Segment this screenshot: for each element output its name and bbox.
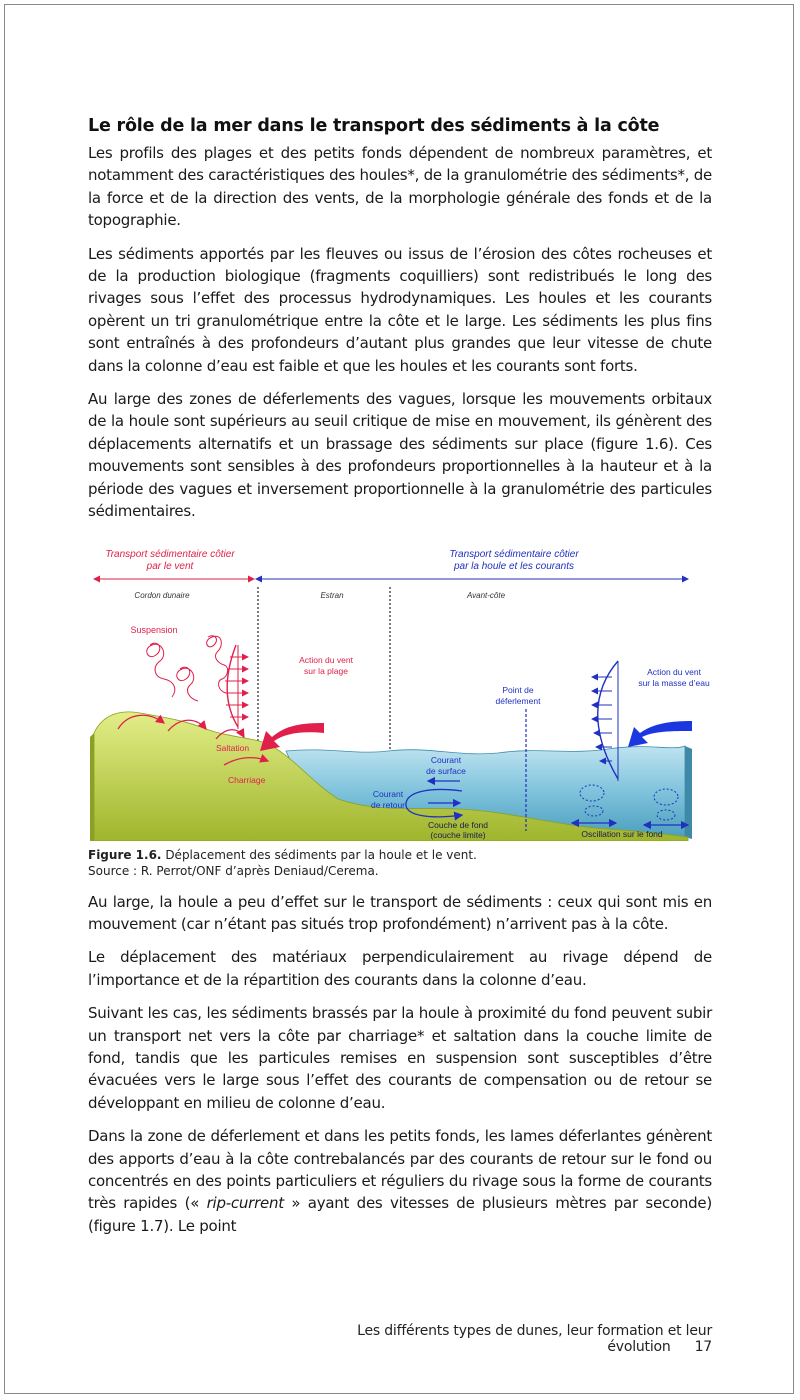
wind-action-water-label: Action du vent [647, 666, 701, 677]
saltation-label: Saltation [216, 742, 250, 753]
return-current-label: Courant [372, 788, 404, 799]
bottom-oscillation-label: Oscillation sur le fond [581, 828, 663, 839]
return-current-label: de retour [370, 799, 406, 810]
wind-transport-label: Transport sédimentaire côtier [105, 548, 235, 560]
bottom-layer-label: Couche de fond [427, 819, 489, 830]
running-title: Les différents types de dunes, leur formation et leur évolution [357, 1323, 712, 1355]
charriage-label: Charriage [228, 774, 266, 785]
figure-caption [88, 847, 712, 879]
wind-beach-arrow [260, 723, 324, 751]
wind-action-beach-label: sur la plage [304, 665, 348, 676]
zone-label-dune: Cordon dunaire [134, 590, 190, 600]
sediment-transport-diagram [88, 541, 712, 841]
paragraph-text: » ayant des vitesses de plusieurs mètres par seconde) (figure 1.7). Le point [88, 1194, 712, 1235]
caption-label: Figure 1.6. [88, 847, 162, 862]
caption-text: Déplacement des sédiments par la houle et le vent. [161, 847, 477, 862]
paragraph: Les profils des plages et des petits fonds dépendent de nombreux paramètres, et notamment des caractéristiques des houles*, de la granulométrie des sédiments*, de la force et de la direction des vents, de la morphologie générale des fonds et de la topographie. [88, 144, 712, 230]
paragraph: Au large, la houle a peu d’effet sur le transport de sédiments : ceux qui sont mis en mouvement (car n’étant pas situés trop profondément) n’arrivent pas à la côte. [88, 892, 712, 933]
paragraph: Les sédiments apportés par les fleuves ou issus de l’érosion des côtes rocheuses et de la production biologique (fragments coquilliers) sont redistribués le long des rivages sous l’effet des processus hydrodynamiques. Les houles et les courants opèrent un tri granulométrique entre la côte et le large. Les sédiments les plus fins sont entraînés à des profondeurs d’autant plus grandes que leur vitesse de chute dans la colonne d’eau est faible et que les houles et les courants sont forts. [88, 244, 712, 375]
page-content [88, 116, 712, 1248]
suspension-swirl [177, 667, 198, 701]
page-footer [250, 1323, 712, 1355]
surface-current-label: Courant [430, 754, 462, 765]
wave-transport-label: par la houle et les courants [453, 560, 575, 572]
wind-action-water-label: sur la masse d’eau [638, 677, 710, 688]
paragraph: Le déplacement des matériaux perpendiculairement au rivage dépend de l’importance et de la répartition des courants dans la colonne d’eau. [88, 948, 712, 989]
zone-label-nearshore: Avant-côte [466, 590, 506, 600]
suspension-swirl [147, 643, 175, 697]
suspension-label: Suspension [130, 624, 178, 635]
wind-transport-label: par le vent [146, 560, 194, 572]
caption-source: Source : R. Perrot/ONF d’après Deniaud/Cerema. [88, 863, 379, 878]
surface-current-label: de surface [426, 765, 466, 776]
page-number: 17 [694, 1339, 712, 1355]
zone-label-foreshore: Estran [320, 590, 344, 600]
bottom-layer-label: (couche limite) [430, 829, 486, 840]
wind-water-arrow [628, 721, 692, 747]
rip-current-term: rip-current [206, 1194, 284, 1213]
paragraph-text: Dans la zone de déferlement et dans les petits fonds, les lames déferlantes génèrent des apports d’eau à la côte contrebalancés par des courants de retour sur le fond ou concentrés en des points particuliers et réguliers du rivage sous la forme de courants très rapides (« [88, 1127, 712, 1213]
section-title: Le rôle de la mer dans le transport des sédiments à la côte [88, 116, 660, 136]
dune-side [90, 733, 94, 841]
wind-profile-arrows [225, 657, 248, 717]
figure-1-6 [88, 541, 712, 841]
breaking-point-label: déferlement [495, 695, 541, 706]
wave-transport-label: Transport sédimentaire côtier [449, 548, 579, 560]
suspension-swirl [207, 635, 228, 692]
wind-action-beach-label: Action du vent [299, 654, 353, 665]
paragraph: Suivant les cas, les sédiments brassés par la houle à proximité du fond peuvent subir un transport net vers la côte par charriage* et saltation dans la couche limite de fond, tandis que les particules remises en suspension sont susceptibles d’être évacuées vers le large sous l’effet des courants de compensation ou de retour se développant en milieu de colonne d’eau. [88, 1004, 712, 1112]
breaking-point-label: Point de [502, 684, 534, 695]
paragraph [88, 1125, 712, 1237]
paragraph: Au large des zones de déferlements des vagues, lorsque les mouvements orbitaux de la houle sont supérieurs au seuil critique de mise en mouvement, ils génèrent des déplacements alternatifs et un brassage des sédiments sur place (figure 1.6). Ces mouvements sont sensibles à des profondeurs proportionnelles à la hauteur et à la période des vagues et inversement proportionnelle à la granulométrie des particules sédimentaires. [88, 390, 712, 521]
